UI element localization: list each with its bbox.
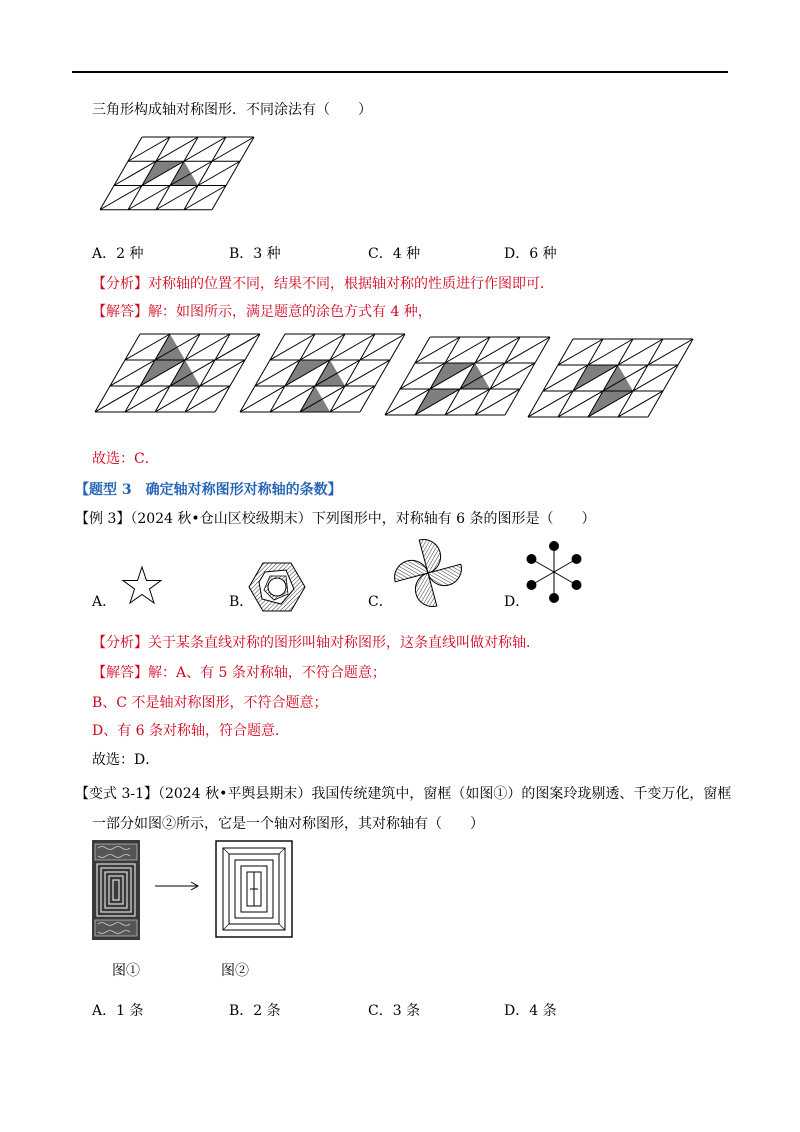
header-rule: [72, 71, 728, 73]
ex3-stem: 【例 3】（2024 秋•仓山区校级期末）下列图形中，对称轴有 6 条的图形是（ ）: [75, 511, 596, 527]
dot: [549, 541, 559, 551]
grid-line: [100, 137, 226, 210]
q1-option-c: C．4 种: [368, 246, 421, 262]
shaded-triangle: [155, 334, 185, 360]
grid-line: [558, 339, 603, 365]
ex3-answer-2: B、C 不是轴对称图形，不符合题意；: [92, 695, 328, 711]
caption-figure-2: 图②: [221, 963, 249, 979]
window-photo: [92, 840, 140, 940]
grid-line: [128, 137, 254, 210]
q1-option-a: A．2 种: [92, 246, 144, 262]
ex3-option-b-label: B．: [229, 594, 254, 610]
var31-stem-1: 【变式 3-1】（2024 秋•平舆县期末）我国传统建筑中，窗框（如图①）的图案玲珑剔透、千变万化，窗框: [75, 786, 732, 802]
grid-line: [385, 337, 520, 415]
dot: [572, 554, 582, 564]
grid-line: [270, 334, 315, 360]
ex3-analysis: 【分析】关于某条直线对称的图形叫轴对称图形，这条直线叫做对称轴．: [92, 635, 540, 651]
var31-option-b: B．2 条: [229, 1003, 281, 1019]
shaded-triangle: [300, 386, 330, 412]
q1-solution-4: [528, 338, 668, 418]
grid-line: [184, 185, 226, 209]
ex3-answer-1: 【解答】解：A、有 5 条对称轴，不符合题意；: [92, 665, 386, 681]
hexagon-figure: [248, 562, 306, 612]
q1-solution-1: [95, 333, 235, 413]
dot: [549, 593, 559, 603]
ex3-option-d-label: D．: [504, 594, 530, 610]
window-diagram: [215, 840, 293, 938]
var31-option-d: D．4 条: [504, 1003, 557, 1019]
var31-option-c: C．3 条: [368, 1003, 421, 1019]
q1-option-b: B．3 种: [229, 246, 281, 262]
grid-line: [475, 389, 520, 415]
q1-triangle-grid: [100, 135, 212, 210]
ex3-option-a-label: A．: [92, 594, 117, 610]
ex3-answer-3: D、有 6 条对称轴，符合题意．: [92, 723, 290, 739]
grid-line: [330, 386, 375, 412]
section-title: 【题型 3 确定轴对称图形对称轴的条数】: [75, 482, 342, 498]
dot: [526, 554, 536, 564]
q1-solution-2: [240, 333, 380, 413]
q1-solution-3: [385, 336, 525, 416]
grid-line: [415, 337, 460, 363]
q1-stem: 三角形构成轴对称图形．不同涂法有（ ）: [92, 102, 372, 118]
ex3-option-c-label: C．: [368, 594, 393, 610]
q1-answer: 【解答】解：如图所示，满足题意的涂色方式有 4 种，: [92, 304, 432, 320]
dot: [572, 580, 582, 590]
star-figure: [114, 566, 170, 606]
q1-option-d: D．6 种: [504, 246, 557, 262]
grid-line: [128, 137, 170, 161]
grid-line: [558, 339, 693, 417]
grid-line: [185, 386, 230, 412]
arrow-icon: [155, 880, 200, 892]
q1-choice: 故选：C．: [92, 451, 159, 467]
pinwheel-figure: [392, 537, 464, 609]
var31-stem-2: 一部分如图②所示，它是一个轴对称图形，其对称轴有（ ）: [92, 816, 484, 832]
dot: [526, 580, 536, 590]
q1-analysis: 【分析】对称轴的位置不同，结果不同，根据轴对称的性质进行作图即可．: [92, 276, 554, 292]
var31-option-a: A．1 条: [92, 1003, 144, 1019]
caption-figure-1: 图①: [112, 963, 140, 979]
six-dot-figure: [522, 540, 586, 604]
grid-line: [95, 334, 230, 412]
ex3-choice: 故选：D．: [92, 752, 160, 768]
